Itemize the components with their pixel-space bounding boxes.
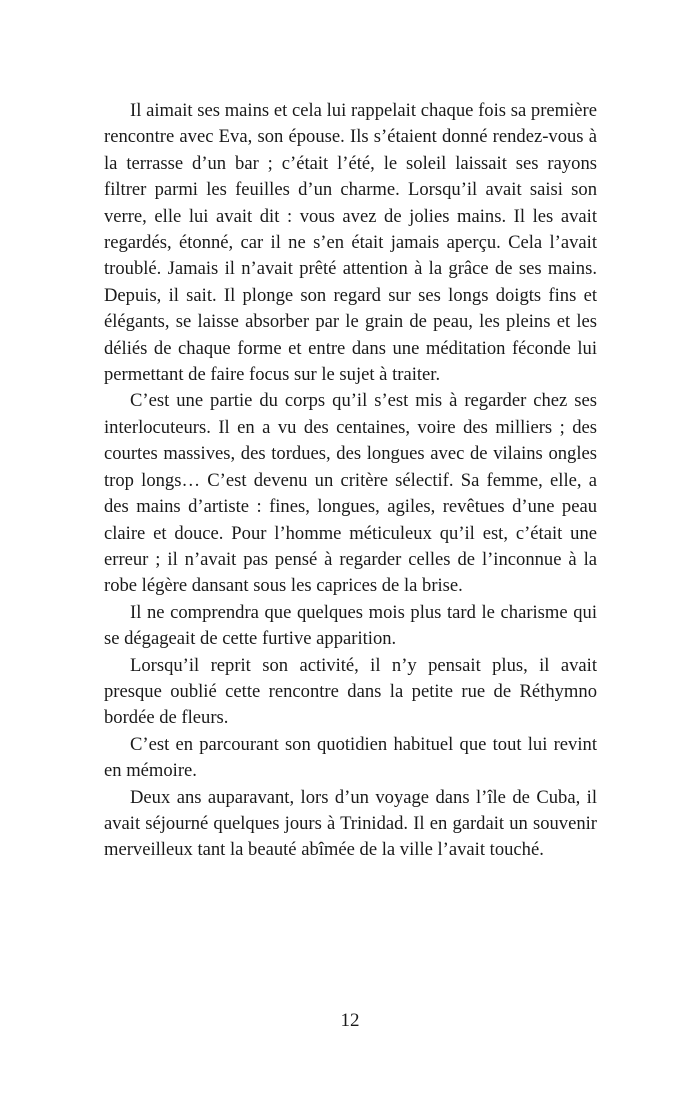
paragraph-4: Lorsqu’il reprit son activité, il n’y pensait plus, il avait presque oublié cette rencontre dans la petite rue de Réthymno bordée de fleurs. bbox=[104, 654, 597, 729]
paragraph-1: Il aimait ses mains et cela lui rappelait chaque fois sa première rencontre avec Eva, son épouse. Ils s’étaient donné rendez-vous à la terrasse d’un bar ; c’était l’été, le soleil laissait ses rayons filtrer parmi les feuilles d’un charme. Lorsqu’il avait saisi son verre, elle lui avait dit : vous avez de jolies mains. Il les avait regardés, étonné, car il ne s’en était jamais aperçu. Cela l’avait troublé. Jamais il n’avait prêté attention à la grâce de ses mains. Depuis, il sait. Il plonge son regard sur ses longs doigts fins et élégants, se laisse absorber par le grain de peau, les pleins et les déliés de chaque forme et entre dans une méditation féconde lui permettant de faire focus sur le sujet à traiter. bbox=[104, 100, 597, 386]
paragraph-2: C’est une partie du corps qu’il s’est mis à regarder chez ses interlocuteurs. Il en a vu des centaines, voire des milliers ; des courtes massives, des tordues, des longues avec de vilains ongles trop longs… C’est devenu un critère sélectif. Sa femme, elle, a des mains d’artiste : fines, longues, agiles, revêtues d’une peau claire et douce. Pour l’homme méticuleux qu’il est, c’était une erreur ; il n’avait pas pensé à regarder celles de l’inconnue à la robe légère dansant sous les caprices de la brise. bbox=[104, 390, 597, 597]
page-number: 12 bbox=[340, 1010, 360, 1031]
paragraph-5: C’est en parcourant son quotidien habituel que tout lui revint en mémoire. bbox=[104, 733, 597, 782]
paragraph-6: Deux ans auparavant, lors d’un voyage dans l’île de Cuba, il avait séjourné quelques jours à Trinidad. Il en gardait un souvenir merveilleux tant la beauté abîmée de la ville l’avait touché. bbox=[104, 786, 597, 861]
paragraph-3: Il ne comprendra que quelques mois plus tard le charisme qui se dégageait de cette furtive apparition. bbox=[104, 601, 597, 650]
body-text bbox=[104, 98, 597, 864]
